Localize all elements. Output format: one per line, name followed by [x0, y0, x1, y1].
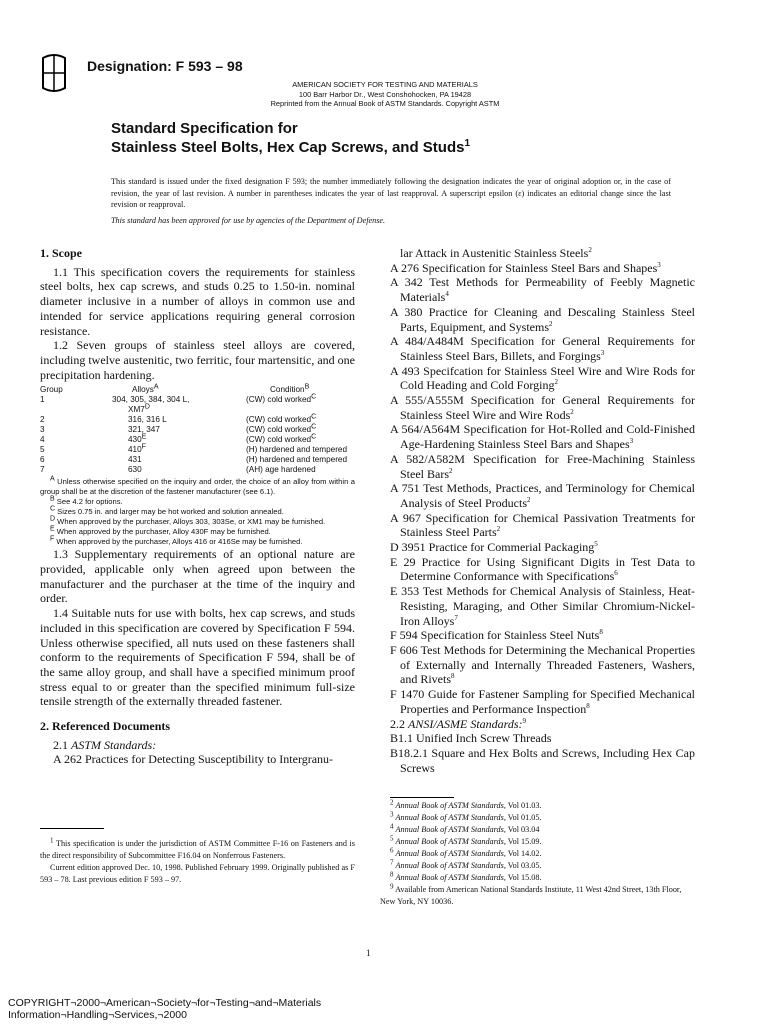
reference-item: A 555/A555M Specification for General Requirements for Stainless Steel Wire and Wire Rods$^2$ — [390, 393, 695, 422]
title-line-1: Standard Specification for — [111, 120, 298, 137]
title-footnote-mark: 1 — [464, 138, 471, 149]
alloy-groups-table — [40, 385, 355, 475]
reference-a262: A 262 Practices for Detecting Susceptibility to Intergranu- — [53, 752, 334, 767]
reference-item: A 484/A484M Specification for General Requirements for Stainless Steel Bars, Billets, and Forgings$^3$ — [390, 334, 695, 363]
table-notes — [40, 477, 355, 547]
footnote-item: $^7$ Annual Book of ASTM Standards, Vol 03.05. — [390, 858, 542, 870]
designation: Designation: F 593 – 98 — [87, 58, 243, 74]
footnote-divider — [40, 828, 104, 829]
paragraph-1-2: 1.2 Seven groups of stainless steel alloys are covered, including twelve austenitic, two ferritic, four martensitic, and one precipitation hardening. — [40, 338, 355, 382]
reference-item: F 1470 Guide for Fastener Sampling for Specified Mechanical Properties and Performance Inspection$^8$ — [390, 687, 695, 716]
footnote-divider — [390, 797, 454, 798]
col-header-group: Group — [40, 385, 63, 395]
publisher-name: AMERICAN SOCIETY FOR TESTING AND MATERIALS — [292, 80, 478, 89]
reference-b18-2-1: B18.2.1 Square and Hex Bolts and Screws, Including Hex Cap Screws — [390, 745, 695, 775]
paragraph-1-4: 1.4 Suitable nuts for use with bolts, hex cap screws, and studs included in this specification are covered by Specification F 594. Unless otherwise specified, all nuts used on these fasteners shall conform to the requirements of Specification F 594, shall be of the same alloy group, and shall have a specified minimum proof stress equal to or greater than the specified minimum full-size tensile strength of the externally threaded fastener. — [40, 606, 355, 709]
table-note: $^D$ When approved by the purchaser, Alloys 303, 303Se, or XM1 may be furnished. — [50, 515, 326, 527]
reference-item: A 380 Practice for Cleaning and Descaling Stainless Steel Parts, Equipment, and Systems$^2$ — [390, 304, 695, 334]
astm-logo — [40, 52, 68, 94]
reprint-notice: Reprinted from the Annual Book of ASTM Standards. Copyright ASTM — [270, 99, 500, 109]
reference-list — [390, 261, 695, 717]
issued-note: This standard is issued under the fixed designation F 593; the number immediately following the designation indicates the year of original adoption or, in the case of revision, the year of last revision. A number in parentheses indicates the year of last reapproval. A superscript epsilon (ε) indicates an editorial change since the last revision or reapproval. — [111, 177, 671, 210]
approval-note: This standard has been approved for use by agencies of the Department of Defense. — [111, 216, 386, 225]
left-column — [40, 246, 355, 767]
table-row: 7 630 (AH) age hardened — [40, 465, 316, 475]
publisher-address: 100 Barr Harbor Dr., West Conshohocken, PA 19428 — [298, 89, 472, 99]
table-note: $^F$ When approved by the purchaser, Alloys 416 or 416Se may be furnished. — [50, 535, 303, 547]
footnote-item: $^3$ Annual Book of ASTM Standards, Vol 01.05. — [390, 810, 542, 822]
footnote-item: $^8$ Annual Book of ASTM Standards, Vol 15.08. — [390, 870, 542, 882]
table-header-row — [40, 385, 355, 395]
subsection-astm-standards: 2.1 ASTM Standards: — [53, 737, 157, 752]
title-line-2: Stainless Steel Bolts, Hex Cap Screws, and Studs$^1$ — [111, 138, 471, 156]
reference-item: D 3951 Practice for Commerial Packaging$^5$ — [390, 540, 598, 555]
footnote-item: $^5$ Annual Book of ASTM Standards, Vol 15.09. — [390, 834, 542, 846]
reference-item: A 276 Specification for Stainless Steel Bars and Shapes$^3$ — [390, 260, 661, 275]
paragraph-1-3: 1.3 Supplementary requirements of an optional nature are provided, applicable only when agreed upon between the manufacturer and the purchaser at the time of the inquiry and order. — [40, 547, 355, 606]
table-row: 6 431 (H) hardened and tempered — [40, 455, 348, 465]
reference-item: E 29 Practice for Using Significant Digits in Test Data to Determine Conformance with Specifications$^6$ — [390, 554, 695, 584]
table-row: 4 $430^E$ (CW) cold worked$^C$ — [40, 433, 317, 445]
footnote-item: $^2$ Annual Book of ASTM Standards, Vol 01.03. — [390, 798, 542, 810]
reference-item: A 967 Specification for Chemical Passivation Treatments for Stainless Steel Parts$^2$ — [390, 510, 695, 540]
reference-item: F 594 Specification for Stainless Steel Nuts$^8$ — [390, 628, 603, 643]
reference-item: A 564/A564M Specification for Hot-Rolled and Cold-Finished Age-Hardening Stainless Steel Bars and Shapes$^3$ — [390, 422, 695, 452]
footnotes-right — [380, 800, 698, 908]
reference-item: A 493 Specifcation for Stainless Steel Wire and Wire Rods for Cold Heading and Cold Forging$^2$ — [390, 363, 695, 393]
table-row: 5 $410^F$ (H) hardened and tempered — [40, 443, 348, 455]
footnote-1: $^1$ This specification is under the jurisdiction of ASTM Committee F-16 on Fasteners and is the direct responsibility of Subcommittee F16.04 on Nonferrous Fasteners. Current edition approved Dec. 10, 1998. Published February 1999. Originally published as F 593 – 78. Last previous edition F 593 – 97. — [40, 836, 355, 884]
reference-b1-1: B1.1 Unified Inch Screw Threads — [390, 731, 552, 746]
footnote-item: $^4$ Annual Book of ASTM Standards, Vol 03.04 — [390, 822, 540, 834]
table-note: $^C$ Sizes 0.75 in. and larger may be hot worked and solution annealed. — [50, 505, 284, 517]
section-heading-scope: 1. Scope — [40, 246, 82, 260]
reference-item: F 606 Test Methods for Determining the Mechanical Properties of Externally and Internally Threaded Fasteners, Washers, and Rivets$^8$ — [390, 642, 695, 687]
document-title — [111, 119, 470, 157]
table-row: 1 304, 305, 384, 304 L, $XM7^D$ (CW) cold worked$^C$ — [40, 393, 317, 415]
paragraph-1-1: 1.1 This specification covers the requirements for stainless steel bolts, hex cap screws, and studs 0.25 to 1.50-in. nominal diameter inclusive in a number of alloys in common use and intended for service applications requiring general corrosion resistance. — [40, 264, 355, 338]
reference-item: E 353 Test Methods for Chemical Analysis of Stainless, Heat-Resisting, Maraging, and Other Similar Chromium-Nickel-Iron Alloys$^7$ — [390, 584, 695, 628]
reference-item: A 342 Test Methods for Permeability of Feebly Magnetic Materials$^4$ — [390, 275, 695, 305]
page-number: 1 — [366, 948, 371, 958]
footnote-item: $^6$ Annual Book of ASTM Standards, Vol 14.02. — [390, 846, 542, 858]
right-column — [390, 246, 695, 775]
table-note: $^A$ Unless otherwise specified on the inquiry and order, the choice of an alloy from within a group shall be at the discretion of the fastener manufacturer (see 6.1). — [40, 475, 355, 497]
section-heading-referenced-documents: 2. Referenced Documents — [40, 719, 171, 734]
col-header-condition: Condition$^B$ — [270, 383, 310, 395]
table-note: $^B$ See 4.2 for options. — [50, 495, 123, 507]
table-note: $^E$ When approved by the purchaser, Alloy 430F may be furnished. — [50, 525, 271, 537]
footnote-9: $^9$ Available from American National Standards Institute, 11 West 42nd Street, 13th Floor, New York, NY 10036. — [380, 882, 682, 906]
footnote-edition: Current edition approved Dec. 10, 1998. Published February 1999. Originally published as F 593 – 78. Last previous edition F 593 – 97. — [40, 863, 355, 884]
col-header-alloys: Alloys$^A$ — [132, 383, 159, 395]
subsection-ansi-standards: 2.2 ANSI/ASME Standards:$^9$ — [390, 716, 527, 731]
table-row: 3 321, 347 (CW) cold worked$^C$ — [40, 423, 317, 435]
copyright-notice: COPYRIGHT¬2000¬American¬Society¬for¬Testing¬and¬Materials Information¬Handling¬Services,¬2000 — [8, 997, 322, 1021]
publisher-block — [220, 80, 550, 109]
reference-item: A 751 Test Methods, Practices, and Terminology for Chemical Analysis of Steel Products$^2$ — [390, 481, 695, 510]
table-row: 2 316, 316 L (CW) cold worked$^C$ — [40, 413, 317, 425]
reference-item: A 582/A582M Specification for Free-Machining Stainless Steel Bars$^2$ — [390, 451, 695, 481]
reference-a262-continued: lar Attack in Austenitic Stainless Steels$^2$ — [400, 246, 592, 260]
